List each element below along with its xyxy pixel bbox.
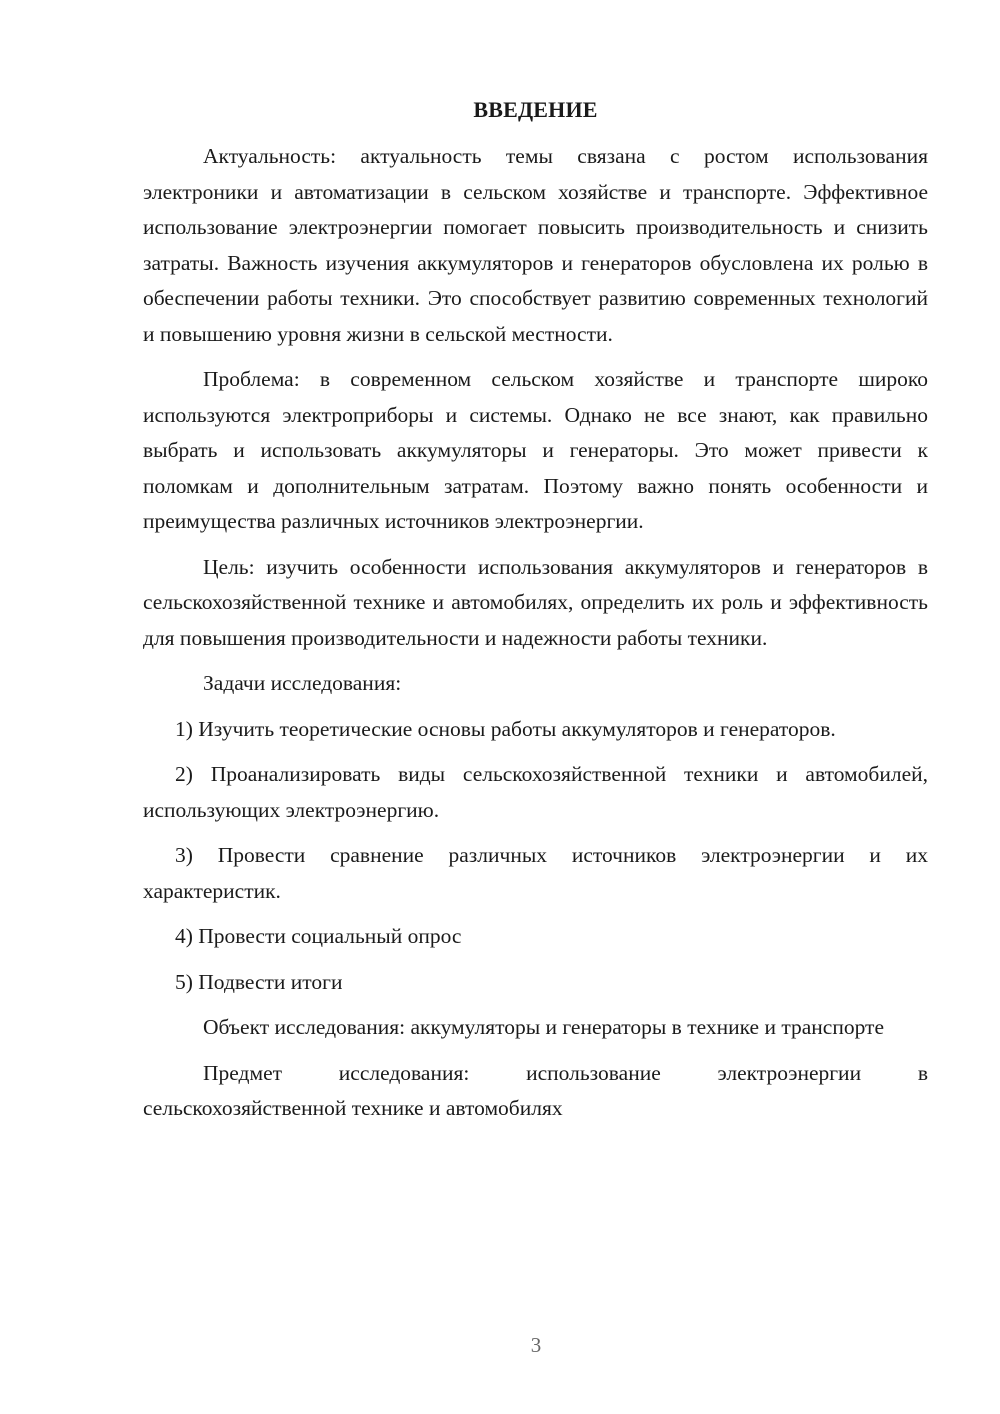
paragraph-subject: Предмет исследования: использование электроэнергии в сельскохозяйственной технике и автомобилях [143,1060,928,1120]
page-number: 3 [530,1333,542,1357]
paragraph-goal: Цель: изучить особенности использования аккумуляторов и генераторов в сельскохозяйственной технике и автомобилях, определить их роль и эффективность для повышения производительности и надежности работы техники. [143,554,928,650]
paragraph-object: Объект исследования: аккумуляторы и генераторы в технике и транспорте [203,1015,884,1039]
task-item-1: 1) Изучить теоретические основы работы аккумуляторов и генераторов. [175,716,836,741]
page-content [143,95,928,1137]
paragraph-problem: Проблема: в современном сельском хозяйстве и транспорте широко используются электроприборы и системы. Однако не все знают, как правильно выбрать и использовать аккумуляторы и генераторы. Это может привести к поломкам и дополнительным затратам. Поэтому важно понять особенности и преимущества различных источников электроэнергии. [143,367,928,533]
task-item-3: 3) Провести сравнение различных источников электроэнергии и их характеристик. [143,843,928,903]
task-item-4: 4) Провести социальный опрос [175,924,462,948]
section-title: ВВЕДЕНИЕ [473,97,598,122]
paragraph-relevance: Актуальность: актуальность темы связана с ростом использования электроники и автоматизации в сельском хозяйстве и транспорте. Эффективное использование электроэнергии помогает повысить производительность и снизить затраты. Важность изучения аккумуляторов и генераторов обусловлена их ролью в обеспечении работы техники. Это способствует развитию современных технологий и повышению уровня жизни в сельской местности. [143,144,928,346]
task-item-5: 5) Подвести итоги [175,969,343,994]
task-item-2: 2) Проанализировать виды сельскохозяйственной техники и автомобилей, использующих электроэнергию. [143,762,928,822]
tasks-heading: Задачи исследования: [203,671,402,695]
